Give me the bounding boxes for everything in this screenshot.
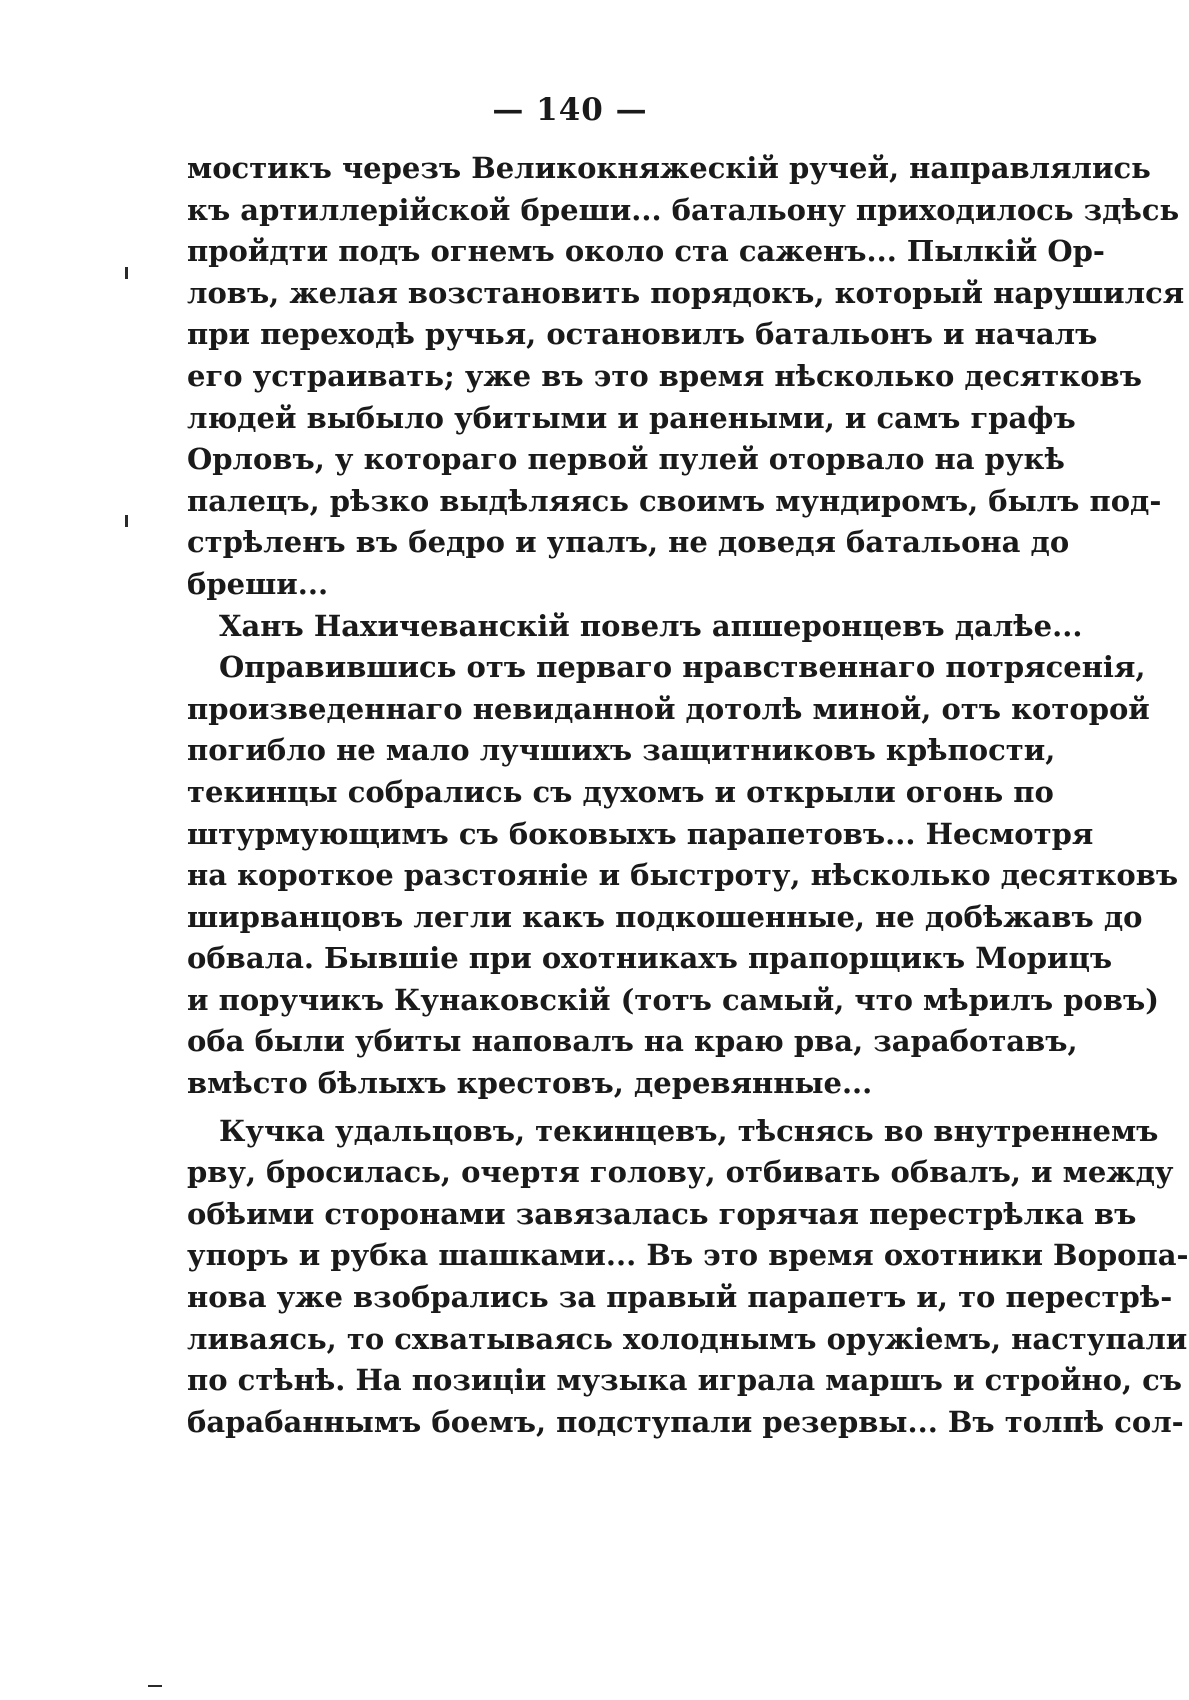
text-line: ширванцовъ легли какъ подкошенные, не добѣжавъ до — [187, 899, 1143, 934]
text-line: его устраивать; уже въ это время нѣсколько десятковъ — [187, 358, 1142, 393]
text-line: обѣими сторонами завязалась горячая перестрѣлка въ — [187, 1196, 1137, 1231]
text-line: Кучка удальцовъ, текинцевъ, тѣснясь во внутреннемъ — [219, 1113, 1159, 1148]
margin-mark — [125, 267, 128, 279]
body-text — [187, 148, 1189, 1443]
text-line: на короткое разстояніе и быстроту, нѣсколько десятковъ — [187, 858, 1179, 893]
text-line: нова уже взобрались за правый парапетъ и, то перестрѣ- — [187, 1280, 1173, 1315]
paragraph-4 — [187, 1111, 1189, 1444]
paragraph-1 — [187, 148, 1185, 606]
text-line: бреши... — [187, 566, 329, 601]
text-line: погибло не мало лучшихъ защитниковъ крѣпости, — [187, 733, 1056, 768]
text-line: стрѣленъ въ бедро и упалъ, не доведя батальона до — [187, 525, 1070, 560]
text-line: произведеннаго невиданной дотолѣ миной, отъ которой — [187, 691, 1150, 726]
text-line: ливаясь, то схватываясь холоднымъ оружіемъ, наступали — [187, 1321, 1188, 1356]
text-line: обвала. Бывшіе при охотникахъ прапорщикъ Морицъ — [187, 941, 1113, 976]
text-line: Орловъ, у котораго первой пулей оторвало на рукѣ — [187, 442, 1065, 477]
text-line: при переходѣ ручья, остановилъ батальонъ и началъ — [187, 317, 1098, 352]
text-line: ловъ, желая возстановить порядокъ, который нарушился — [187, 275, 1185, 310]
paragraph-3 — [187, 647, 1179, 1105]
text-line: мостикъ черезъ Великокняжескій ручей, направлялись — [187, 151, 1151, 185]
text-line: оба были убиты наповалъ на краю рва, заработавъ, — [187, 1024, 1078, 1059]
text-line: палецъ, рѣзко выдѣляясь своимъ мундиромъ, былъ под- — [187, 483, 1162, 518]
text-line: вмѣсто бѣлыхъ крестовъ, деревянные... — [187, 1066, 873, 1101]
scan-mark — [148, 1685, 162, 1687]
text-line: упоръ и рубка шашками... Въ это время охотники Воропа- — [187, 1238, 1189, 1273]
text-line: пройдти подъ огнемъ около ста саженъ... Пылкій Ор- — [187, 234, 1105, 269]
text-line: текинцы собрались съ духомъ и открыли огонь по — [187, 774, 1054, 809]
paragraph-2 — [187, 606, 1083, 648]
margin-mark — [125, 515, 128, 527]
text-line: рву, бросилась, очертя голову, отбивать обвалъ, и между — [187, 1155, 1174, 1190]
text-line: штурмующимъ съ боковыхъ парапетовъ... Несмотря — [187, 816, 1094, 851]
text-line: барабаннымъ боемъ, подступали резервы... Въ толпѣ сол- — [187, 1404, 1184, 1439]
text-line: по стѣнѣ. На позиціи музыка играла маршъ и стройно, съ — [187, 1363, 1183, 1398]
text-line: къ артиллерійской бреши... батальону приходилось здѣсь — [187, 192, 1180, 227]
text-line: Оправившись отъ перваго нравственнаго потрясенія, — [219, 650, 1146, 685]
text-line: и поручикъ Кунаковскій (тотъ самый, что мѣрилъ ровъ) — [187, 982, 1159, 1017]
page-number: — 140 — — [492, 92, 648, 128]
text-line: Ханъ Нахичеванскій повелъ апшеронцевъ далѣе... — [219, 608, 1083, 643]
text-line: людей выбыло убитыми и ранеными, и самъ графъ — [187, 400, 1076, 435]
